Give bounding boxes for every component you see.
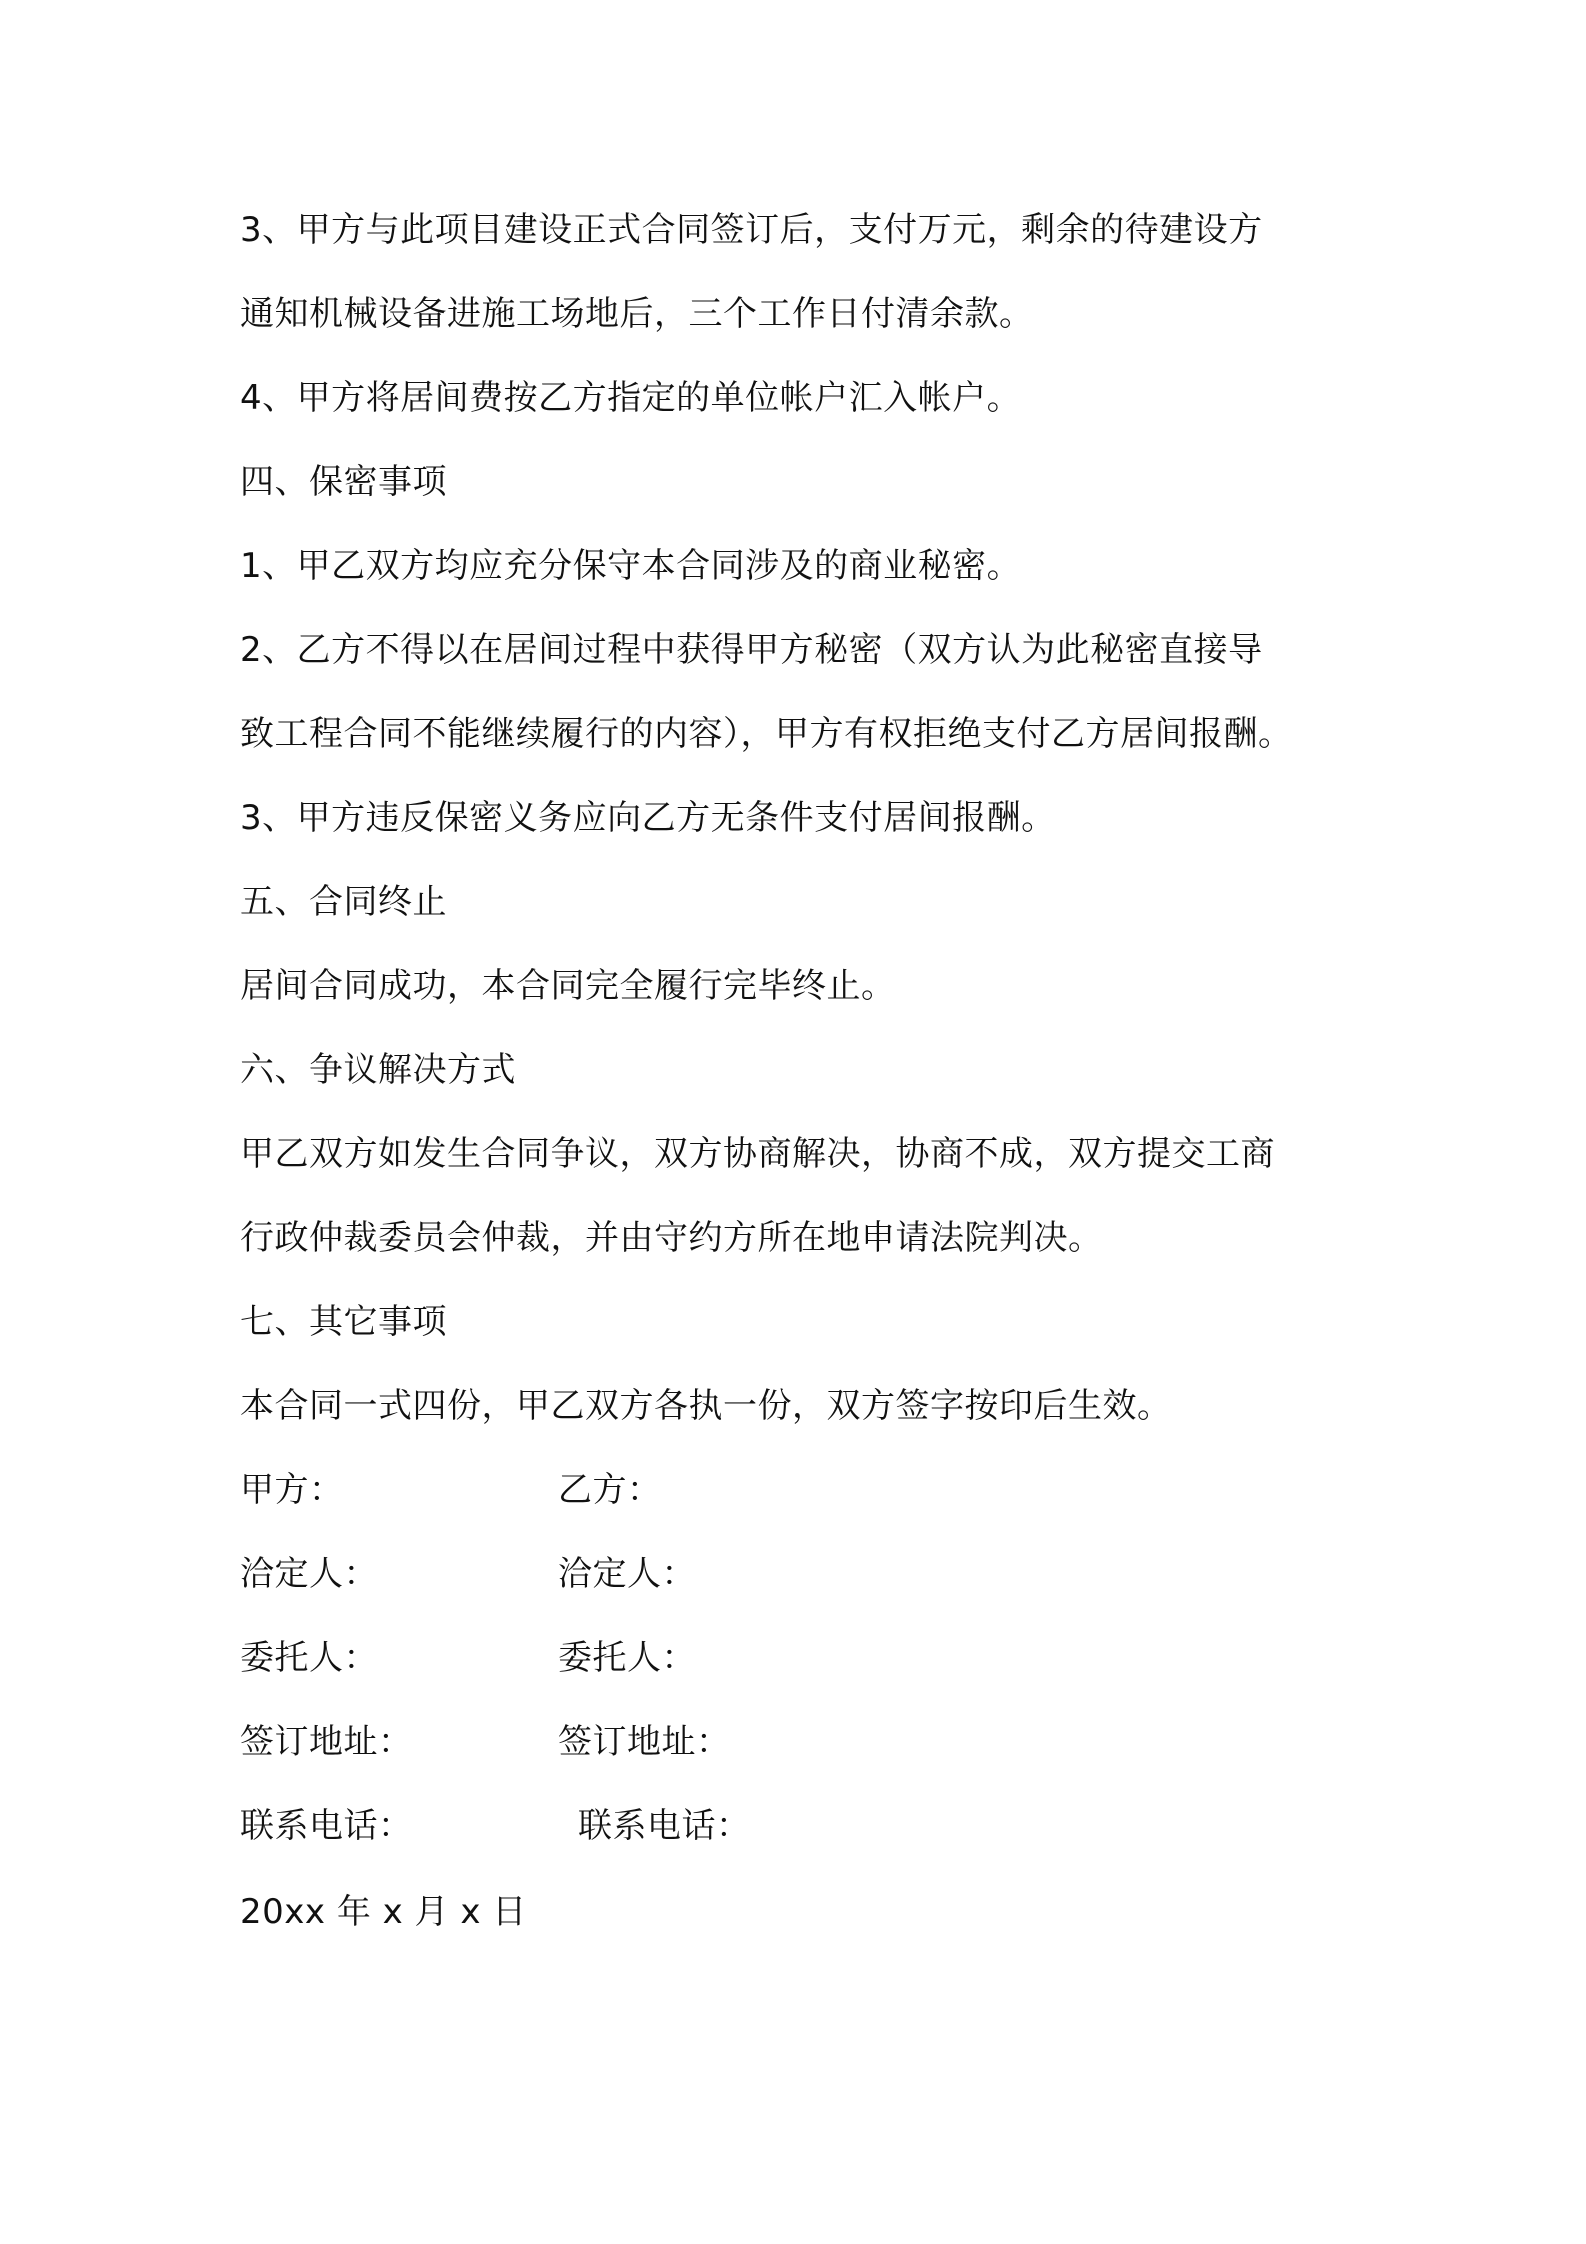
- clause-3-payment-line-2: 通知机械设备进施工场地后，三个工作日付清余款。: [240, 294, 1034, 334]
- section-heading-termination: 五、合同终止: [240, 882, 447, 922]
- party-b-label: 乙方：: [558, 1470, 662, 1510]
- section-heading-dispute: 六、争议解决方式: [240, 1050, 516, 1090]
- negotiator-b-label: 洽定人：: [558, 1554, 696, 1594]
- party-a-label: 甲方：: [240, 1470, 344, 1510]
- negotiator-a-label: 洽定人：: [240, 1554, 378, 1594]
- phone-b-label: 联系电话：: [578, 1806, 751, 1846]
- section-heading-other: 七、其它事项: [240, 1302, 447, 1342]
- confidentiality-clause-2-line-2: 致工程合同不能继续履行的内容），甲方有权拒绝支付乙方居间报酬。: [240, 714, 1293, 754]
- dispute-text-line-1: 甲乙双方如发生合同争议，双方协商解决，协商不成，双方提交工商: [240, 1134, 1275, 1174]
- address-b-label: 签订地址：: [558, 1722, 731, 1762]
- agent-a-label: 委托人：: [240, 1638, 378, 1678]
- confidentiality-clause-1: 1、甲乙双方均应充分保守本合同涉及的商业秘密。: [240, 546, 1022, 586]
- contract-date: 20xx 年 x 月 x 日: [240, 1892, 527, 1932]
- clause-3-payment-line-1: 3、甲方与此项目建设正式合同签订后，支付万元，剩余的待建设方: [240, 210, 1263, 250]
- agent-b-label: 委托人：: [558, 1638, 696, 1678]
- confidentiality-clause-3: 3、甲方违反保密义务应向乙方无条件支付居间报酬。: [240, 798, 1056, 838]
- termination-text: 居间合同成功，本合同完全履行完毕终止。: [240, 966, 896, 1006]
- confidentiality-clause-2-line-1: 2、乙方不得以在居间过程中获得甲方秘密（双方认为此秘密直接导: [240, 630, 1263, 670]
- clause-4-account: 4、甲方将居间费按乙方指定的单位帐户汇入帐户。: [240, 378, 1022, 418]
- phone-a-label: 联系电话：: [240, 1806, 413, 1846]
- address-a-label: 签订地址：: [240, 1722, 413, 1762]
- dispute-text-line-2: 行政仲裁委员会仲裁，并由守约方所在地申请法院判决。: [240, 1218, 1103, 1258]
- other-text: 本合同一式四份，甲乙双方各执一份，双方签字按印后生效。: [240, 1386, 1172, 1426]
- section-heading-confidentiality: 四、保密事项: [240, 462, 447, 502]
